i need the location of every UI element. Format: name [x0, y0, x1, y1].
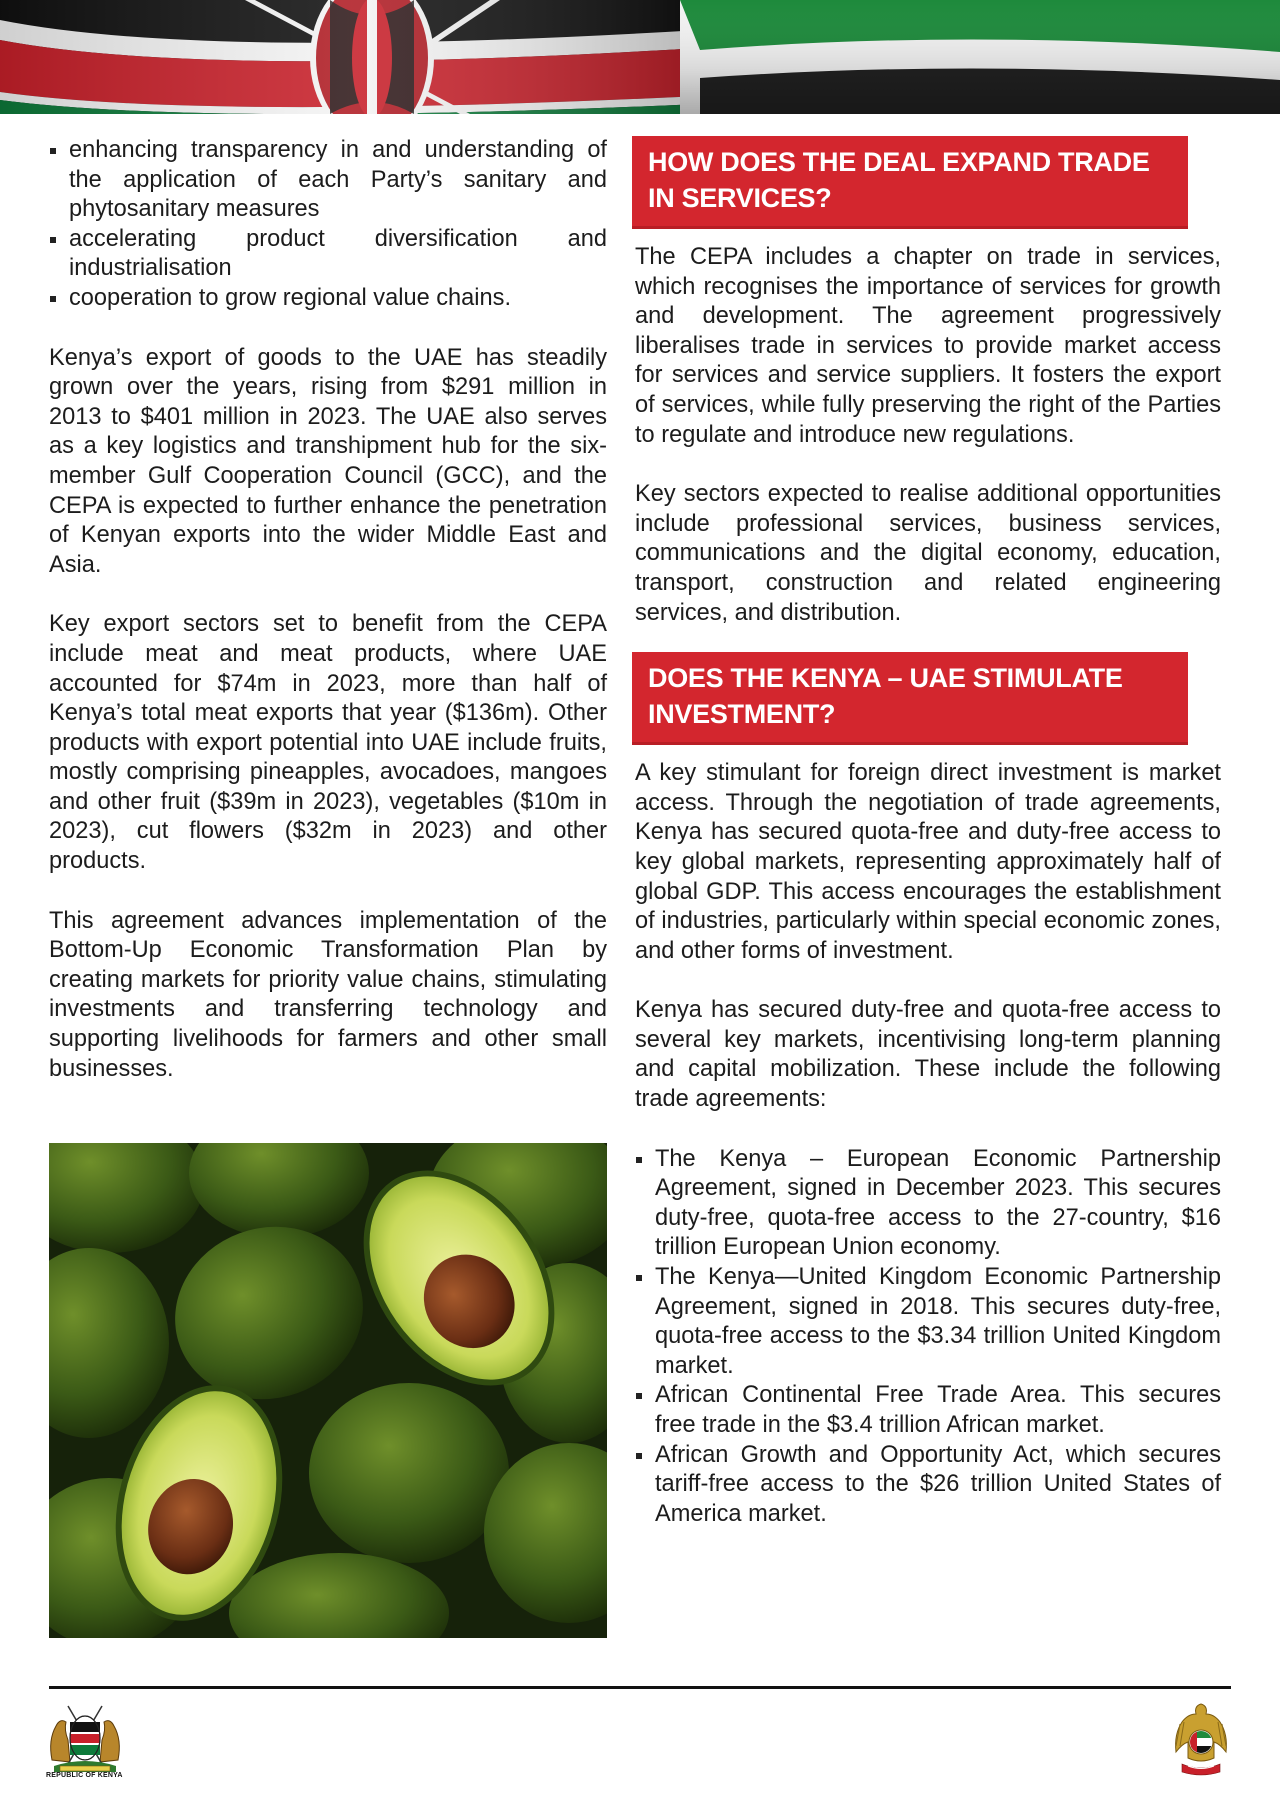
- list-item: enhancing transparency in and understanding of the application of each Party’s sanitary and phytosanitary measures: [49, 136, 607, 225]
- right-column: [635, 136, 1221, 1529]
- list-item: cooperation to grow regional value chains.: [49, 284, 607, 314]
- avocado-photo: [49, 1143, 607, 1638]
- paragraph-bottom-up-plan: This agreement advances implementation of the Bottom-Up Economic Transformation Plan by creating markets for priority value chains, stimulating investments and transferring technology and supporting livelihoods for farmers and other small businesses.: [49, 907, 607, 1082]
- footer-divider: [49, 1686, 1231, 1689]
- paragraph-services-chapter: The CEPA includes a chapter on trade in services, which recognises the importance of services for growth and development. The agreement progressively liberalises trade in services to provide market access for services and service suppliers. It fosters the export of services, while fully preserving the right of the Parties to regulate and introduce new regulations.: [635, 244, 1221, 448]
- heading-stimulate-investment: DOES THE KENYA – UAE STIMULATE INVESTMENT?: [632, 652, 1188, 745]
- list-item: The Kenya—United Kingdom Economic Partnership Agreement, signed in 2018. This secures duty-free, quota-free access to the $3.34 trillion United Kingdom market.: [635, 1263, 1221, 1381]
- kenya-logo-caption: REPUBLIC OF KENYA: [46, 1772, 123, 1779]
- paragraph-exports-growth: Kenya’s export of goods to the UAE has steadily grown over the years, rising from $291 million in 2013 to $401 million in 2023. The UAE also serves as a key logistics and transhipment hub for the six-member Gulf Cooperation Council (GCC), and the CEPA is expected to further enhance the penetration of Kenyan exports into the wider Middle East and Asia.: [49, 344, 607, 578]
- paragraph-market-access: A key stimulant for foreign direct investment is market access. Through the negotiation of trade agreements, Kenya has secured quota-free and duty-free access to key global markets, representing approximately half of global GDP. This access encourages the establishment of industries, particularly within special economic zones, and other forms of investment.: [635, 760, 1221, 964]
- uae-emblem-icon: [1170, 1700, 1232, 1780]
- left-column: [49, 136, 607, 1084]
- paragraph-key-export-sectors: Key export sectors set to benefit from the CEPA include meat and meat products, where UAE accounted for $74m in 2023, more than half of Kenya’s total meat exports that year ($136m). Other products with export potential into UAE include fruits, mostly comprising pineapples, avocadoes, mangoes and other fruit ($39m in 2023), vegetables ($10m in 2023), cut flowers ($32m in 2023) and other products.: [49, 611, 607, 875]
- kenya-coat-of-arms-icon: [46, 1700, 124, 1780]
- trade-agreements-list: [635, 1145, 1221, 1530]
- list-item: African Growth and Opportunity Act, which secures tariff-free access to the $26 trillion United States of America market.: [635, 1441, 1221, 1530]
- list-item: accelerating product diversification and industrialisation: [49, 225, 607, 284]
- kenya-uae-flags-image: [0, 0, 1280, 114]
- flag-banner: [0, 0, 1280, 114]
- heading-trade-in-services: HOW DOES THE DEAL EXPAND TRADE IN SERVICES?: [632, 136, 1188, 229]
- paragraph-key-sectors: Key sectors expected to realise additional opportunities include professional services, business services, communications and the digital economy, education, transport, construction and related engineering services, and distribution.: [635, 481, 1221, 626]
- list-item: African Continental Free Trade Area. This secures free trade in the $3.4 trillion African market.: [635, 1381, 1221, 1440]
- paragraph-duty-free-access: Kenya has secured duty-free and quota-free access to several key markets, incentivising long-term planning and capital mobilization. These include the following trade agreements:: [635, 997, 1221, 1113]
- list-item: The Kenya – European Economic Partnership Agreement, signed in December 2023. This secures duty-free, quota-free access to the 27-country, $16 trillion European Union economy.: [635, 1145, 1221, 1263]
- left-bullet-list: [49, 136, 607, 314]
